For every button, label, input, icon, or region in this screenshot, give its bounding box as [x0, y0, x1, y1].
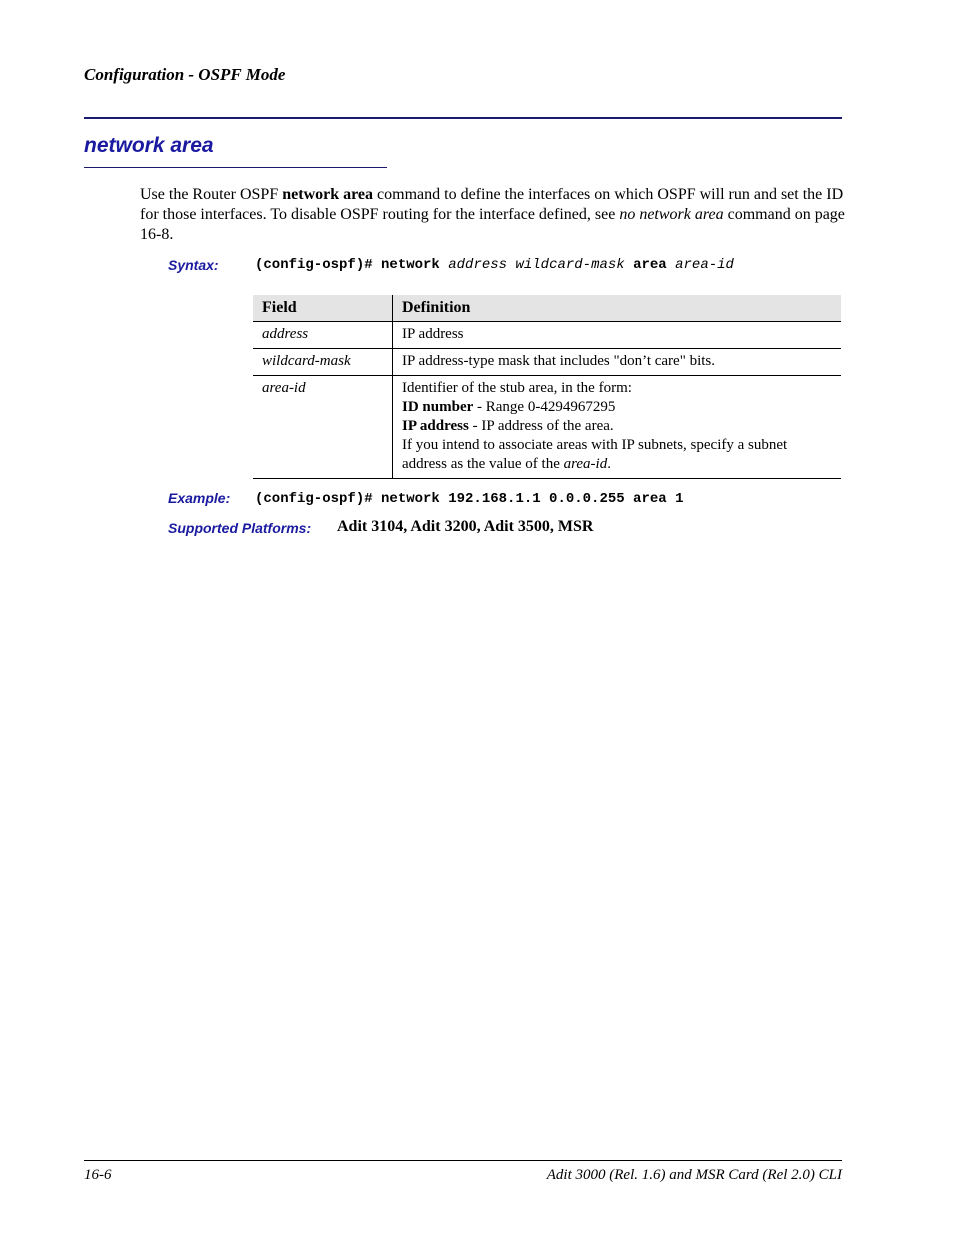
footer-doc-title: Adit 3000 (Rel. 1.6) and MSR Card (Rel 2.0) CLI	[546, 1167, 842, 1183]
definition-cell: IP address-type mask that includes "don’t care" bits.	[393, 349, 842, 376]
subnet-note: If you intend to associate areas with IP subnets, specify a subnet address as the value of the	[402, 437, 788, 472]
header-definition: Definition	[393, 295, 842, 322]
page-number: 16-6	[84, 1167, 112, 1183]
intro-reference: no network area	[619, 206, 724, 223]
id-number-desc: - Range 0-4294967295	[473, 399, 616, 415]
ip-address-desc: - IP address of the area.	[468, 418, 614, 434]
syntax-arg-area-id: area-id	[675, 257, 734, 273]
syntax-prompt: (config-ospf)# network	[255, 257, 440, 273]
syntax-command	[255, 257, 734, 273]
definition-line	[402, 417, 832, 436]
table-row	[253, 349, 841, 376]
syntax-arg-address: address	[448, 257, 508, 273]
header-rule	[84, 117, 842, 119]
syntax-keyword-area: area	[633, 257, 667, 273]
definition-line: Identifier of the stub area, in the form:	[402, 380, 632, 396]
platforms-label: Supported Platforms:	[168, 520, 312, 536]
intro-text: command to define the interfaces on which OSPF will run and set the ID for those interfaces. To disable OSPF routing for the interface defined, see	[140, 186, 844, 223]
footer-rule	[84, 1160, 842, 1161]
table-row	[253, 322, 841, 349]
header-field: Field	[253, 295, 393, 322]
id-number-term: ID number	[402, 399, 474, 415]
example-label: Example:	[168, 490, 231, 506]
field-cell: area-id	[253, 376, 393, 479]
table-row	[253, 376, 841, 479]
definition-line	[402, 398, 832, 417]
title-rule	[84, 167, 387, 168]
ip-address-term: IP address	[402, 418, 469, 434]
syntax-arg-wildcard: wildcard-mask	[515, 257, 625, 273]
section-title: network area	[84, 134, 214, 157]
definition-line	[402, 436, 832, 474]
subnet-note-arg: area-id	[563, 456, 608, 472]
intro-paragraph	[140, 185, 845, 245]
running-header: Configuration - OSPF Mode	[84, 65, 286, 84]
syntax-label: Syntax:	[168, 257, 219, 273]
field-cell: wildcard-mask	[253, 349, 393, 376]
definition-cell	[393, 376, 842, 479]
table-header-row	[253, 295, 841, 322]
subnet-note-end: .	[607, 456, 611, 472]
platforms-value: Adit 3104, Adit 3200, Adit 3500, MSR	[337, 518, 594, 535]
fields-table	[253, 295, 841, 479]
field-cell: address	[253, 322, 393, 349]
intro-text: Use the Router OSPF	[140, 186, 283, 203]
example-command: (config-ospf)# network 192.168.1.1 0.0.0.255 area 1	[255, 491, 684, 507]
intro-text: command on page 16-8.	[140, 206, 845, 243]
definition-cell: IP address	[393, 322, 842, 349]
intro-command: network area	[282, 186, 374, 203]
